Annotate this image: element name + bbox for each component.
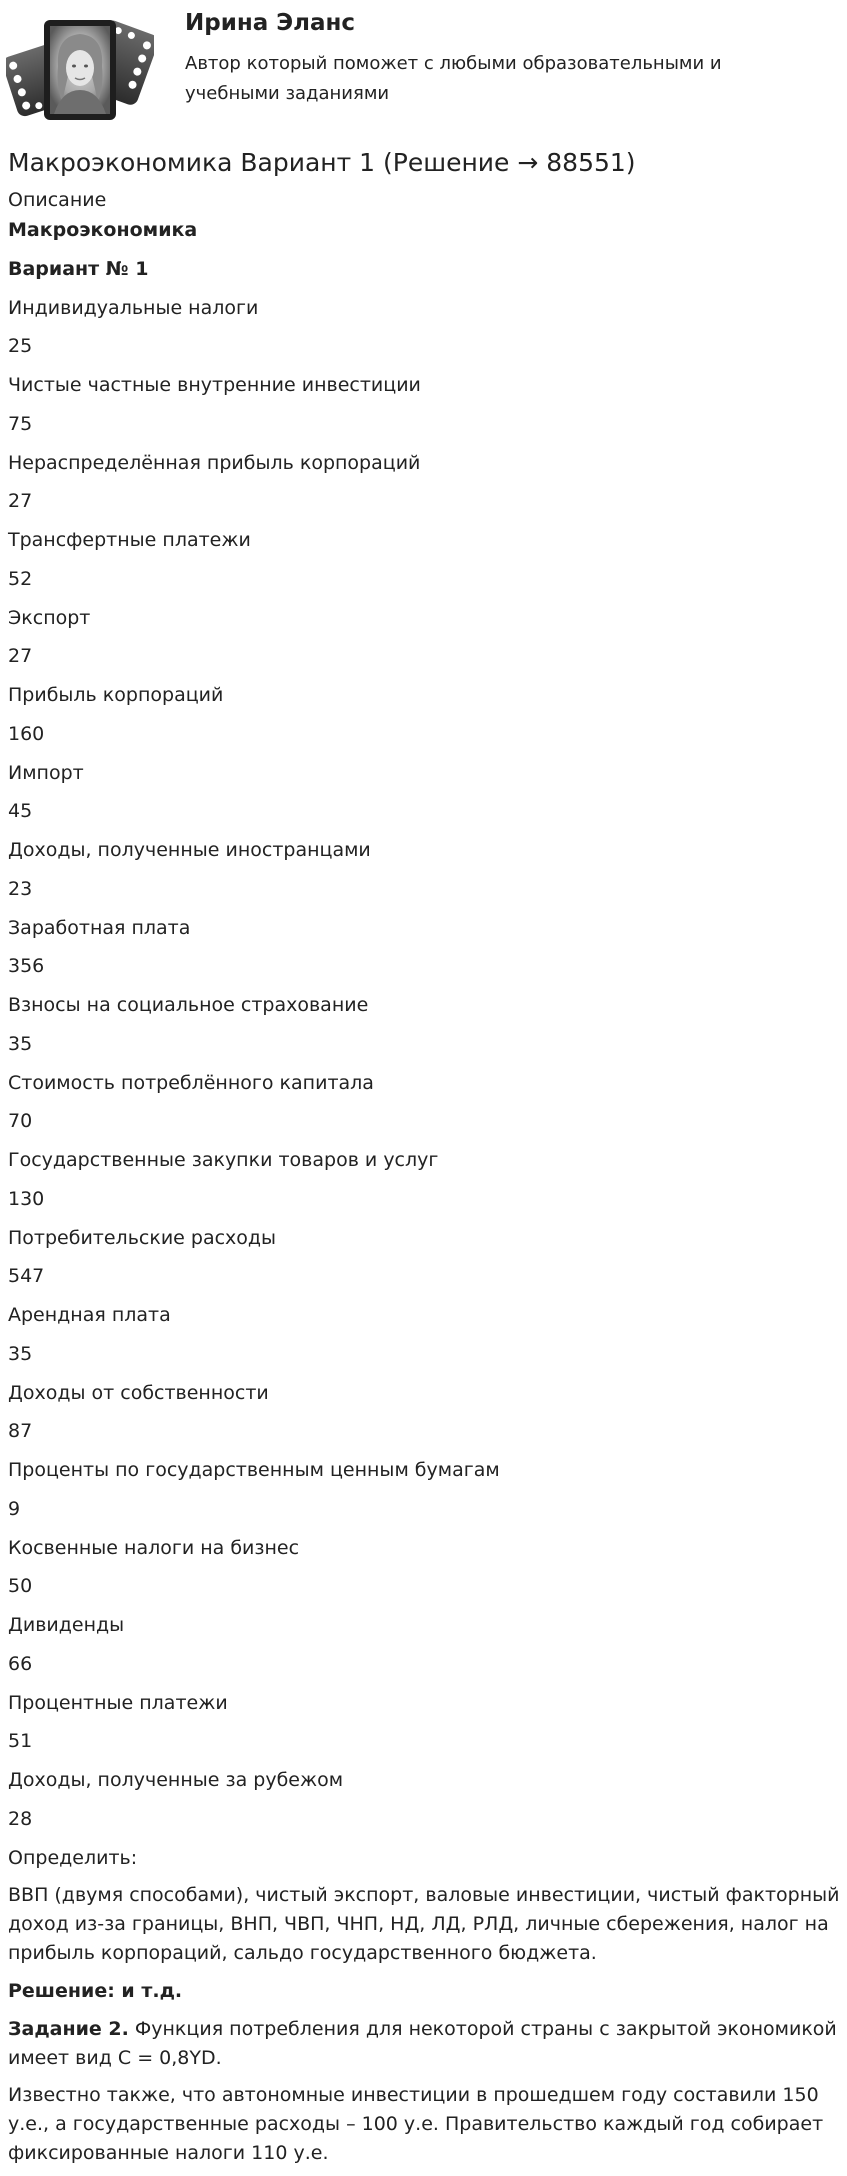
item-value: 23 (8, 877, 33, 900)
item-value: 547 (8, 1265, 45, 1288)
item-label: Трансфертные платежи (8, 529, 251, 551)
item-label: Прибыль корпораций (8, 684, 224, 706)
item-label: Дивиденды (8, 1614, 125, 1636)
item-label: Доходы, полученные за рубежом (8, 1769, 344, 1791)
item-value: 75 (8, 412, 33, 435)
item-value: 66 (8, 1652, 33, 1675)
item-value: 87 (8, 1420, 33, 1443)
film-strip-icon (6, 6, 154, 130)
item-label: Индивидуальные налоги (8, 296, 259, 319)
item-value: 51 (8, 1730, 33, 1753)
solution-heading: Решение: и т.д. (8, 1980, 183, 2003)
item-value: 130 (8, 1187, 45, 1210)
item-value: 35 (8, 1342, 33, 1365)
author-block (0, 0, 847, 140)
author-avatar[interactable] (6, 6, 154, 130)
item-value: 27 (8, 645, 33, 668)
item-value: 25 (8, 335, 33, 358)
item-value: 52 (8, 567, 33, 590)
item-label: Экспорт (8, 606, 91, 629)
item-label: Потребительские расходы (8, 1226, 277, 1249)
task2-paragraph (8, 2015, 842, 2073)
page-title: Макроэкономика Вариант 1 (Решение → 88551) (8, 148, 636, 177)
description-content (8, 215, 842, 2176)
item-label: Стоимость потреблённого капитала (8, 1071, 374, 1094)
item-label: Косвенные налоги на бизнес (8, 1536, 300, 1559)
item-value: 28 (8, 1807, 33, 1830)
subject-heading: Макроэкономика (8, 219, 198, 241)
item-value: 356 (8, 955, 45, 978)
item-label: Проценты по государственным ценным бумагам (8, 1459, 500, 1481)
item-value: 35 (8, 1032, 33, 1055)
item-label: Арендная плата (8, 1304, 171, 1326)
item-value: 45 (8, 800, 33, 823)
task2-text: Функция потребления для некоторой страны с закрытой экономикой имеет вид C = 0,8YD. (8, 2018, 837, 2069)
item-label: Нераспределённая прибыль корпораций (8, 451, 421, 474)
known-paragraph: Известно также, что автономные инвестиции в прошедшем году составили 150 у.е., а государственные расходы – 100 у.е. Правительство каждый год собирает фиксированные налоги 110 у.е. (8, 2084, 824, 2164)
variant-heading: Вариант № 1 (8, 257, 149, 280)
item-label: Доходы от собственности (8, 1381, 269, 1404)
determine-text: ВВП (двумя способами), чистый экспорт, валовые инвестиции, чистый факторный доход из-за границы, ВНП, ЧВП, ЧНП, НД, ЛД, РЛД, личные сбережения, налог на прибыль корпораций, сальдо государственного бюджета. (8, 1884, 840, 1965)
item-value: 27 (8, 490, 33, 513)
determine-label: Определить: (8, 1846, 138, 1869)
item-label: Взносы на социальное страхование (8, 994, 369, 1016)
item-label: Чистые частные внутренние инвестиции (8, 374, 421, 396)
item-label: Заработная плата (8, 916, 191, 939)
author-name[interactable]: Ирина Эланс (185, 10, 356, 36)
item-value: 160 (8, 722, 45, 745)
item-value: 9 (8, 1497, 21, 1520)
item-label: Доходы, полученные иностранцами (8, 839, 371, 861)
task2-label: Задание 2. (8, 2018, 129, 2040)
item-label: Импорт (8, 761, 84, 784)
item-value: 70 (8, 1110, 33, 1133)
item-label: Государственные закупки товаров и услуг (8, 1149, 439, 1171)
item-label: Процентные платежи (8, 1691, 228, 1714)
author-description: Автор который поможет с любыми образовательными и учебными заданиями (185, 53, 722, 104)
item-value: 50 (8, 1575, 33, 1598)
description-label: Описание (8, 189, 107, 211)
